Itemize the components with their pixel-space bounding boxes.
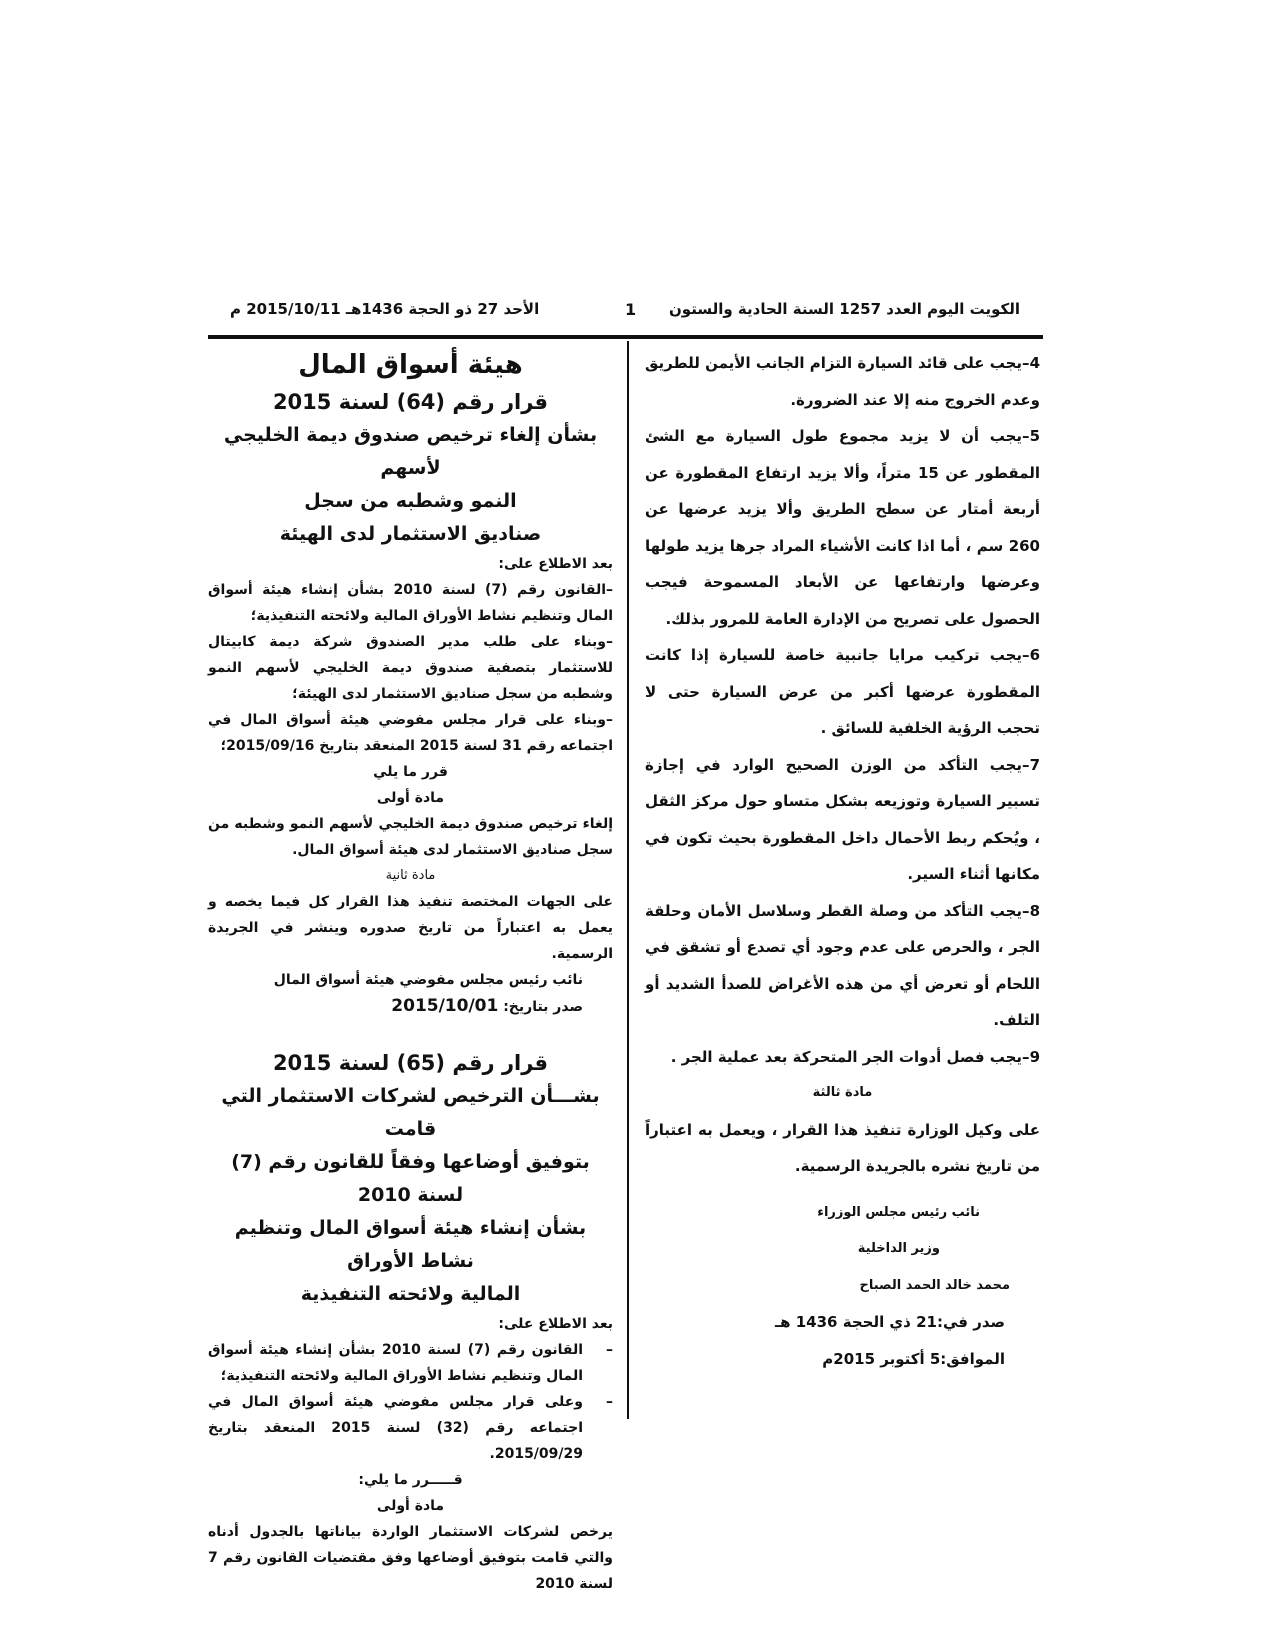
bullet-dash: –	[606, 1342, 613, 1358]
right-column	[645, 345, 1040, 1377]
decision64-preamble-3: –وبناء على قرار مجلس مفوضي هيئة أسواق المال في اجتماعه رقم 31 لسنة 2015 المنعقد بتاريخ 2015/09/16؛	[208, 712, 613, 754]
decision64-subject-line1: بشأن إلغاء ترخيص صندوق ديمة الخليجي لأسهم	[223, 424, 598, 479]
decision64-article2-heading: مادة ثانية	[385, 868, 436, 883]
decision65-preamble-1	[208, 1337, 613, 1389]
clause-8: 8–يجب التأكد من وصلة القطر وسلاسل الأمان وحلقة الجر ، والحرص على عدم وجود أي تصدع أو تشقق في اللحام أو تعرض أي من هذه الأغراض للصدأ الشديد أو التلف.	[645, 901, 1040, 1029]
signature-title: نائب رئيس مجلس الوزراء	[817, 1204, 980, 1220]
header-rule	[208, 335, 1043, 339]
decision65-article1-heading: مادة أولى	[376, 1498, 445, 1514]
decision64-preamble-1: –القانون رقم (7) لسنة 2010 بشأن إنشاء هيئة أسواق المال وتنظيم نشاط الأوراق المالية ولائحته التنفيذية؛	[208, 582, 613, 624]
header-date: الأحد 27 ذو الحجة 1436هـ 2015/10/11 م	[230, 300, 540, 318]
decision64-preamble-2: –وبناء على طلب مدير الصندوق شركة ديمة كابيتال للاستثمار بتصفية صندوق ديمة الخليجي لأسهم النمو وشطبه من سجل صناديق الاستثمار لدى الهيئة؛	[208, 634, 613, 702]
authority-title: هيئة أسواق المال	[298, 350, 523, 380]
decision65-subject-line2: بتوفيق أوضاعها وفقاً للقانون رقم (7) لسنة 2010	[231, 1151, 590, 1206]
decision64-issued-date: 2015/10/01	[391, 996, 499, 1016]
clause-4: 4–يجب على قائد السيارة التزام الجانب الأيمن للطريق وعدم الخروج منه إلا عند الضرورة.	[645, 354, 1040, 409]
column-divider	[627, 341, 629, 1419]
decision65-article1-text: يرخص لشركات الاستثمار الواردة بياناتها بالجدول أدناه والتي قامت بتوفيق أوضاعها وفق مقتضيات القانون رقم 7 لسنة 2010	[208, 1524, 613, 1592]
decision64-signature: نائب رئيس مجلس مفوضي هيئة أسواق المال	[273, 972, 583, 988]
decision64-article1-text: إلغاء ترخيص صندوق ديمة الخليجي لأسهم النمو وشطبه من سجل صناديق الاستثمار لدى هيئة أسواق المال.	[208, 816, 613, 858]
issued-gregorian: الموافق:5 أكتوبر 2015م	[822, 1349, 1005, 1368]
clause-6: 6–يجب تركيب مرايا جانبية خاصة للسيارة إذا كانت المقطورة عرضها أكبر من عرض السيارة حتى لا تحجب الرؤية الخلفية للسائق .	[645, 646, 1040, 737]
page-number: 1	[625, 300, 637, 319]
decision65-preamble-1-text: القانون رقم (7) لسنة 2010 بشأن إنشاء هيئة أسواق المال وتنظيم نشاط الأوراق المالية ولائحته التنفيذية؛	[208, 1342, 583, 1384]
decision64-number: قرار رقم (64) لسنة 2015	[272, 390, 549, 414]
decision64-issued-label: صدر بتاريخ:	[503, 999, 583, 1015]
issued-hijri: صدر في:21 ذي الحجة 1436 هـ	[775, 1313, 1005, 1331]
decision65-preamble-2-text: وعلى قرار مجلس مفوضي هيئة أسواق المال في اجتماعه رقم (32) لسنة 2015 المنعقد بتاريخ 2015/09/29.	[208, 1394, 584, 1462]
decision64-preamble-intro: بعد الاطلاع على:	[498, 556, 613, 572]
article-three-heading: مادة ثالثة	[812, 1085, 873, 1100]
signature-title2: وزير الداخلية	[857, 1241, 940, 1256]
decision65-subject-line3: بشأن إنشاء هيئة أسواق المال وتنظيم نشاط الأوراق	[234, 1217, 587, 1272]
clause-5: 5–يجب أن لا يزيد مجموع طول السيارة مع الشئ المقطور عن 15 متراً، وألا يزيد ارتفاع المقطورة عن أربعة أمتار عن سطح الطريق وألا يزيد عرضها عن 260 سم ، أما اذا كانت الأشياء المراد جرها يزيد طولها وعرضها وارتفاعها عن الأبعاد المسموحة فيجب الحصول على تصريح من الإدارة العامة للمرور بذلك.	[645, 427, 1040, 628]
decision64-article1-heading: مادة أولى	[376, 790, 445, 806]
decision64-decided: قرر ما يلي	[373, 764, 448, 780]
clause-7: 7–يجب التأكد من الوزن الصحيح الوارد في إجازة تسبير السيارة وتوزيعه بشكل متساو حول مركز الثقل ، ويُحكم ربط الأحمال داخل المقطورة بحيث تكون في مكانها أثناء السير.	[645, 755, 1040, 883]
decision65-preamble-2	[208, 1389, 613, 1467]
decision65-subject-line1: بشـــأن الترخيص لشركات الاستثمار التي قامت	[221, 1085, 600, 1140]
bullet-dash: –	[606, 1394, 613, 1410]
clause-9: 9–يجب فصل أدوات الجر المتحركة بعد عملية الجر .	[670, 1047, 1040, 1066]
decision64-subject-line2: النمو وشطبه من سجل	[304, 490, 517, 512]
decision65-decided: قـــــرر ما يلي:	[358, 1472, 463, 1488]
decision65-number: قرار رقم (65) لسنة 2015	[272, 1051, 549, 1075]
decision65-subject-line4: المالية ولائحته التنفيذية	[300, 1283, 521, 1305]
header-issue-info: الكويت اليوم العدد 1257 السنة الحادية والستون	[669, 300, 1020, 318]
page-header	[230, 300, 1020, 326]
article-three-text: على وكيل الوزارة تنفيذ هذا القرار ، ويعمل به اعتباراً من تاريخ نشره بالجريدة الرسمية.	[645, 1120, 1040, 1175]
signature-name: محمد خالد الحمد الصباح	[859, 1277, 1010, 1293]
decision65-preamble-intro: بعد الاطلاع على:	[498, 1316, 613, 1332]
decision64-article2-text: على الجهات المختصة تنفيذ هذا القرار كل فيما يخصه و يعمل به اعتباراً من تاريخ صدوره وينشر في الجريدة الرسمية.	[208, 894, 613, 962]
decision64-issued	[208, 993, 613, 1020]
left-column	[208, 345, 613, 1597]
decision64-subject-line3: صناديق الاستثمار لدى الهيئة	[279, 523, 542, 545]
